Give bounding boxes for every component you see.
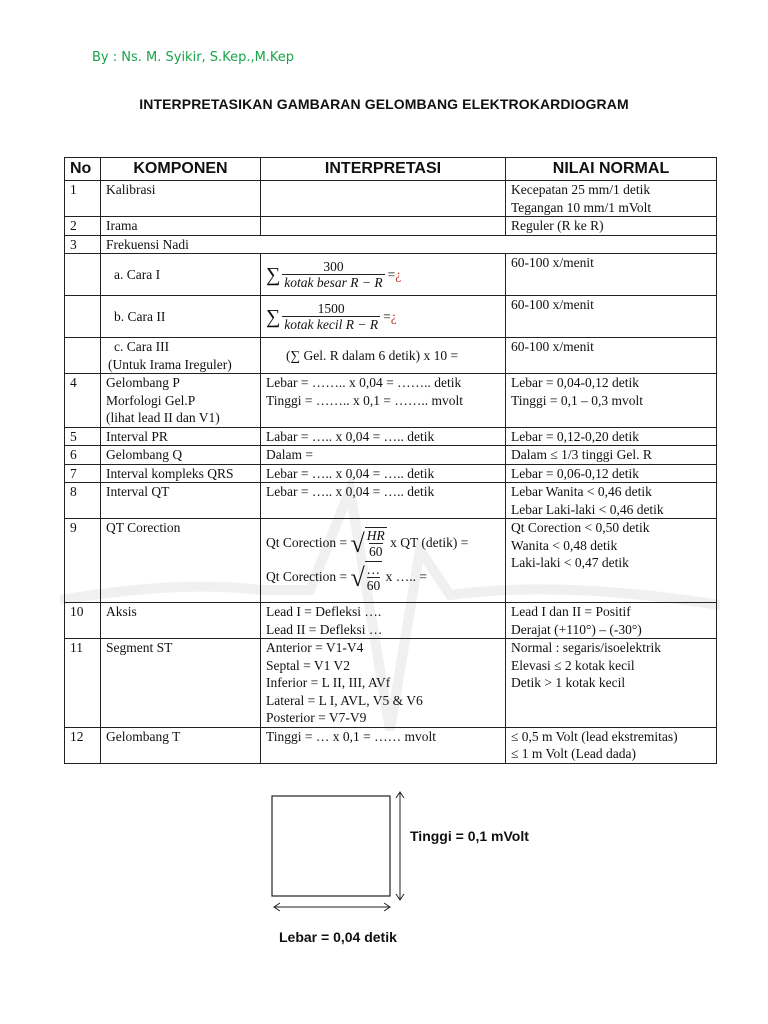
table-row xyxy=(65,235,717,254)
row-nilai xyxy=(506,374,717,428)
equals-sign: = xyxy=(387,266,396,282)
cara-note: (Untuk Irama Ireguler) xyxy=(108,356,232,372)
nilai-line: Tegangan 10 mm/1 mVolt xyxy=(511,199,652,215)
row-komponen xyxy=(101,374,261,428)
document-title: INTERPRETASIKAN GAMBARAN GELOMBANG ELEKTROKARDIOGRAM xyxy=(139,96,629,112)
sqrt-numerator: … xyxy=(367,561,380,577)
row-interpretasi xyxy=(261,254,506,296)
row-komponen: Kalibrasi xyxy=(101,181,261,217)
row-nilai xyxy=(506,603,717,639)
row-no xyxy=(65,254,101,296)
nilai-line: Laki-laki < 0,47 detik xyxy=(511,555,629,570)
row-nilai: Dalam ≤ 1/3 tinggi Gel. R xyxy=(506,446,717,465)
equals-sign: = xyxy=(383,308,391,324)
row-komponen: Interval kompleks QRS xyxy=(101,464,261,483)
row-nilai: Lebar = 0,06-0,12 detik xyxy=(506,464,717,483)
interp-line: Tinggi = …….. x 0,1 = …….. mvolt xyxy=(266,392,464,408)
fraction-denominator: kotak besar R − R xyxy=(284,274,383,290)
sqrt-expression xyxy=(350,527,386,561)
header-komponen: KOMPONEN xyxy=(101,158,261,181)
sqrt-denominator: 60 xyxy=(369,543,383,559)
qt-formula-1 xyxy=(266,527,500,561)
header-no: No xyxy=(65,158,101,181)
table-row xyxy=(65,374,717,428)
ecg-interpretation-table xyxy=(64,157,717,764)
row-komponen: Gelombang T xyxy=(101,727,261,763)
komponen-line: Morfologi Gel.P xyxy=(106,392,196,408)
row-nilai: Reguler (R ke R) xyxy=(506,217,717,236)
table-row xyxy=(65,603,717,639)
row-komponen xyxy=(101,338,261,374)
row-no: 4 xyxy=(65,374,101,428)
formula-text: Qt Corection = xyxy=(266,534,348,550)
row-no xyxy=(65,338,101,374)
nilai-line: Derajat (+110°) – (-30°) xyxy=(511,621,642,637)
row-no: 2 xyxy=(65,217,101,236)
formula-text: x ….. = xyxy=(385,568,428,584)
row-no: 9 xyxy=(65,519,101,603)
row-no: 5 xyxy=(65,427,101,446)
row-komponen: QT Corection xyxy=(101,519,261,603)
height-label: Tinggi = 0,1 mVolt xyxy=(410,828,529,844)
sqrt-symbol: √ xyxy=(350,562,365,592)
row-komponen: Aksis xyxy=(101,603,261,639)
nilai-line: Qt Corection < 0,50 detik xyxy=(511,520,650,535)
row-interpretasi: Dalam = xyxy=(261,446,506,465)
row-nilai xyxy=(506,639,717,728)
table-row xyxy=(65,446,717,465)
row-interpretasi: Lebar = ….. x 0,04 = ….. detik xyxy=(261,483,506,519)
row-nilai: 60-100 x/menit xyxy=(506,296,717,338)
fraction-numerator: 1500 xyxy=(317,300,345,316)
sigma-symbol: ∑ xyxy=(266,305,281,328)
sigma-symbol: ∑ xyxy=(266,263,281,286)
row-nilai: 60-100 x/menit xyxy=(506,254,717,296)
row-komponen: Frekuensi Nadi xyxy=(101,235,717,254)
row-no: 1 xyxy=(65,181,101,217)
nilai-line: Lebar Wanita < 0,46 detik xyxy=(511,484,652,499)
table-row xyxy=(65,519,717,603)
cara-label: a. Cara I xyxy=(114,266,161,282)
row-komponen xyxy=(101,254,261,296)
table-row xyxy=(65,464,717,483)
row-nilai xyxy=(506,181,717,217)
row-interpretasi: Tinggi = … x 0,1 = …… mvolt xyxy=(261,727,506,763)
row-nilai xyxy=(506,483,717,519)
interp-line: Lead I = Defleksi …. xyxy=(266,604,382,619)
table-row xyxy=(65,181,717,217)
fraction-denominator: kotak kecil R − R xyxy=(284,316,379,332)
row-komponen: Irama xyxy=(101,217,261,236)
komponen-line: (lihat lead II dan V1) xyxy=(106,410,220,425)
row-interpretasi xyxy=(261,374,506,428)
row-interpretasi: (∑ Gel. R dalam 6 detik) x 10 = xyxy=(261,338,506,374)
interp-line: Inferior = L II, III, AVf xyxy=(266,675,391,690)
nilai-line: Lead I dan II = Positif xyxy=(511,604,631,619)
interp-line: Lead II = Defleksi … xyxy=(266,621,383,637)
interp-line: Lateral = L I, AVL, V5 & V6 xyxy=(266,692,423,708)
ecg-small-box-diagram xyxy=(260,786,680,946)
table-row xyxy=(65,427,717,446)
row-interpretasi: Labar = ….. x 0,04 = ….. detik xyxy=(261,427,506,446)
formula-text: x QT (detik) = xyxy=(390,534,469,550)
interp-line: Lebar = …….. x 0,04 = …….. detik xyxy=(266,375,462,390)
row-no: 6 xyxy=(65,446,101,465)
row-interpretasi xyxy=(261,519,506,603)
nilai-line: Wanita < 0,48 detik xyxy=(511,537,618,553)
qt-formula-2 xyxy=(266,561,500,595)
table-row xyxy=(65,254,717,296)
header-nilai-normal: NILAI NORMAL xyxy=(506,158,717,181)
nilai-line: ≤ 1 m Volt (Lead dada) xyxy=(511,746,637,761)
table-row xyxy=(65,296,717,338)
sqrt-symbol: √ xyxy=(350,528,365,558)
table-row xyxy=(65,727,717,763)
row-no: 7 xyxy=(65,464,101,483)
table-row xyxy=(65,338,717,374)
row-komponen xyxy=(101,296,261,338)
fraction-numerator: 300 xyxy=(323,258,344,274)
row-no xyxy=(65,296,101,338)
table-row xyxy=(65,217,717,236)
cara-label: c. Cara III xyxy=(114,339,170,354)
nilai-line: Tinggi = 0,1 – 0,3 mvolt xyxy=(511,392,644,408)
sqrt-numerator: HR xyxy=(366,527,385,543)
interp-line: Septal = V1 V2 xyxy=(266,657,350,673)
author-line: By : Ns. M. Syikir, S.Kep.,M.Kep xyxy=(92,50,295,65)
row-no: 11 xyxy=(65,639,101,728)
row-nilai xyxy=(506,727,717,763)
row-no: 3 xyxy=(65,235,101,254)
table-row xyxy=(65,639,717,728)
row-interpretasi xyxy=(261,603,506,639)
table-row xyxy=(65,483,717,519)
nilai-line: Normal : segaris/isoelektrik xyxy=(511,640,661,655)
row-interpretasi xyxy=(261,296,506,338)
row-no: 10 xyxy=(65,603,101,639)
formula-cara-1 xyxy=(266,259,401,291)
row-interpretasi xyxy=(261,181,506,217)
sqrt-denominator: 60 xyxy=(366,577,381,593)
row-komponen: Interval PR xyxy=(101,427,261,446)
row-nilai: Lebar = 0,12-0,20 detik xyxy=(506,427,717,446)
height-arrow xyxy=(396,792,404,900)
placeholder-mark: ¿ xyxy=(390,308,397,324)
row-komponen: Interval QT xyxy=(101,483,261,519)
table-header-row xyxy=(65,158,717,181)
row-no: 12 xyxy=(65,727,101,763)
row-nilai xyxy=(506,519,717,603)
row-komponen: Segment ST xyxy=(101,639,261,728)
komponen-line: Gelombang P xyxy=(106,375,180,390)
row-nilai: 60-100 x/menit xyxy=(506,338,717,374)
small-box xyxy=(272,796,390,896)
nilai-line: Lebar Laki-laki < 0,46 detik xyxy=(511,501,664,517)
row-interpretasi xyxy=(261,639,506,728)
formula-cara-2 xyxy=(266,301,397,333)
sqrt-expression xyxy=(350,561,382,595)
nilai-line: Kecepatan 25 mm/1 detik xyxy=(511,182,651,197)
width-label: Lebar = 0,04 detik xyxy=(279,929,397,945)
nilai-line: Lebar = 0,04-0,12 detik xyxy=(511,375,639,390)
header-interpretasi: INTERPRETASI xyxy=(261,158,506,181)
row-interpretasi: Lebar = ….. x 0,04 = ….. detik xyxy=(261,464,506,483)
row-komponen: Gelombang Q xyxy=(101,446,261,465)
row-no: 8 xyxy=(65,483,101,519)
row-interpretasi xyxy=(261,217,506,236)
interp-line: Anterior = V1-V4 xyxy=(266,640,364,655)
nilai-line: Detik > 1 kotak kecil xyxy=(511,675,626,690)
nilai-line: ≤ 0,5 m Volt (lead ekstremitas) xyxy=(511,728,678,744)
nilai-line: Elevasi ≤ 2 kotak kecil xyxy=(511,657,635,673)
placeholder-mark: ¿ xyxy=(395,266,402,282)
interp-line: Posterior = V7-V9 xyxy=(266,710,367,725)
width-arrow xyxy=(274,903,390,911)
formula-text: Qt Corection = xyxy=(266,568,348,584)
cara-label: b. Cara II xyxy=(114,308,166,324)
